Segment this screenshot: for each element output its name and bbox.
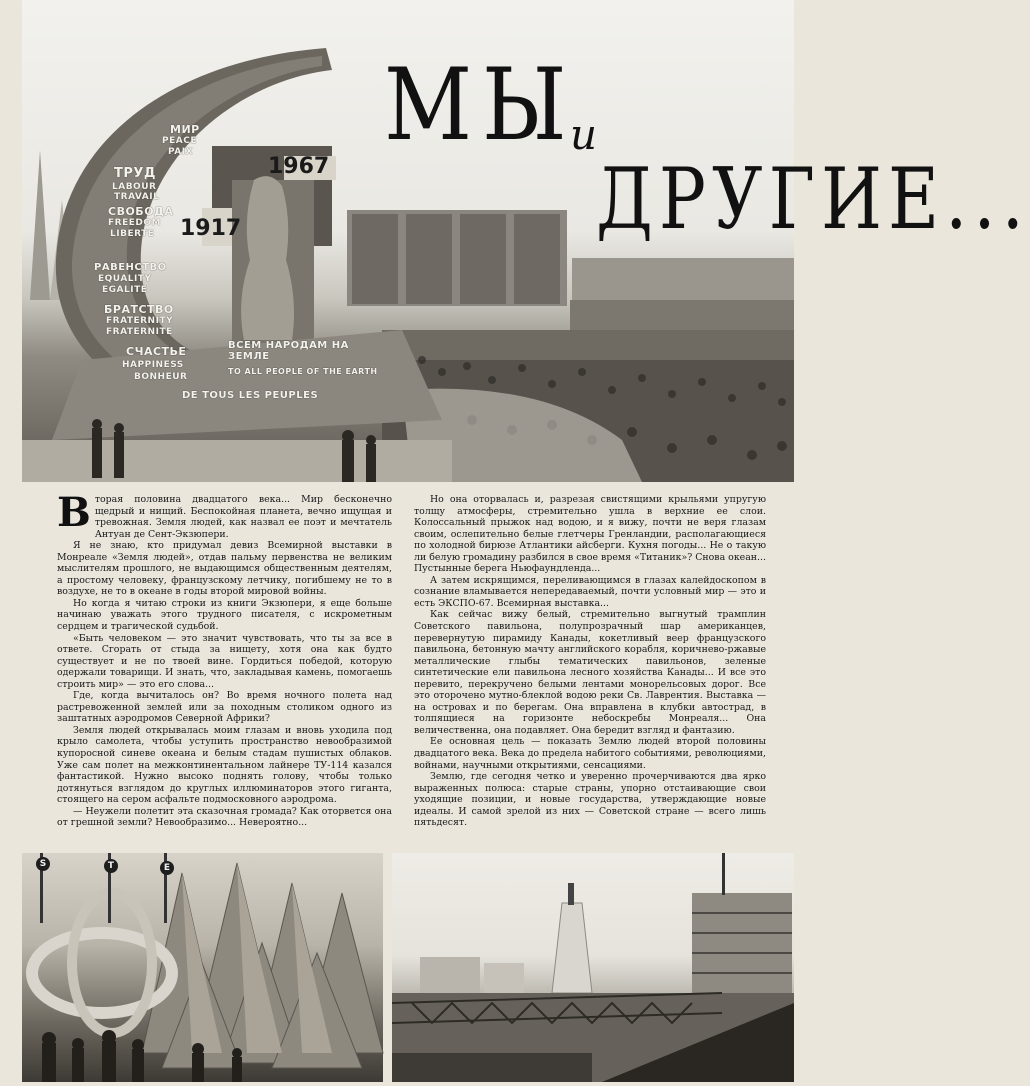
monument-word: МИР xyxy=(170,123,200,136)
sign-s: S xyxy=(36,857,50,871)
monument-word: EQUALITY xyxy=(98,274,152,284)
year-1967: 1967 xyxy=(268,154,330,179)
article-paragraph: Я не знаю, кто придумал девиз Всемирной выставки в Монреале «Земля людей», отдав пальму первенства не великим мыслителям прошлого, не выдающимся общественным деятелям, а простому человеку, французскому летчику, погибшему не то в воздухе, не то в океане в годы второй мировой войны. xyxy=(57,540,392,598)
monument-word: FRATERNITE xyxy=(106,327,173,337)
article-paragraph: Вторая половина двадцатого века... Мир бесконечно щедрый и нищий. Беспокойная планета, вечно ищущая и тревожная. Земля людей, как назвал ее поэт и мечтатель Антуан де Сент-Экзюпери. xyxy=(57,489,392,540)
year-1917: 1917 xyxy=(180,216,242,241)
drop-cap: В xyxy=(57,489,91,536)
article-paragraph: А затем искрящимся, переливающимся в глазах калейдоскопом в сознание вламывается непередаваемый, почти условный мир — это и есть ЭКСПО-67. Всемирная выставка... xyxy=(414,574,766,609)
monument-word: СВОБОДА xyxy=(108,205,174,218)
article-column-left xyxy=(57,489,392,829)
monument-word: FRATERNITY xyxy=(106,316,174,326)
monument-word: HAPPINESS xyxy=(122,360,184,370)
article-paragraph: — Неужели полетит эта сказочная громада? Как оторвется она от грешной земли? Невообразимо... Невероятно... xyxy=(57,805,392,829)
monument-word: LABOUR xyxy=(112,182,157,192)
photo-pavilion-cones xyxy=(22,853,383,1082)
headline-line-1: МЫ xyxy=(384,48,577,163)
article-paragraph: Как сейчас вижу белый, стремительно выгнутый трамплин Советского павильона, полупрозрачный шар американцев, перевернутую пирамиду Канады, кокетливый веер французского павильона, бетонную мачту английского корабля, коричнево-ржавые металлические глыбы тематических павильонов, зеленые синтетические ели павильона лесного хозяйства Канады... И все это перевито, перекручено белыми лентами монорельсовых дорог. Все это оторочено мутно-блеклой водою реки Св. Лаврентия. Выставка — на островах и по берегам. Она вправлена в клубки автострад, в толпящиеся на горизонте небоскребы Монреаля... Она величественна, она подавляет. Она бередит взгляд и фантазию. xyxy=(414,609,766,736)
headline-line-3: ДРУГИЕ... xyxy=(596,150,1030,249)
article-paragraph: Но когда я читаю строки из книги Экзюпери, я еще больше начинаю уважать этого трудного писателя, с искрометным сердцем и трагической судьбой. xyxy=(57,597,392,633)
article-column-right xyxy=(414,494,766,829)
pavilion-cones-illustration xyxy=(22,853,383,1082)
monument-word: LIBERTE xyxy=(110,229,155,239)
monument-word: TO ALL PEOPLE OF THE EARTH xyxy=(228,367,378,376)
sign-t: T xyxy=(104,859,118,873)
article-paragraph: Земля людей открывалась моим глазам и вновь уходила под крыло самолета, чтобы уступить пространство невообразимой купоросной синеве океана и белым стадам пушистых облаков. Уже сам полет на межконтинентальном лайнере ТУ-114 казался фантастикой. Нужно высоко поднять голову, чтобы только дотянуться взглядом до круглых иллюминаторов этого гиганта, стоящего на сером асфальте подмосковного аэродрома. xyxy=(57,724,392,806)
monument-word: PAIX xyxy=(168,147,194,157)
article-paragraph: Но она оторвалась и, разрезая свистящими крыльями упругую толщу атмосферы, стремительно ушла в верхние ее слои. Колоссальный прыжок над водою, и я вижу, почти не веря глазам своим, ослепительно белые глетчеры Гренландии, располагающиеся по холодной бирюзе Атлантики айсберги. Кухня погоды... Не о такую ли белую громадину разбился в свое время «Титаник»? Снова океан... Пустынные берега Ньюфаундленда... xyxy=(414,494,766,575)
monument-word: PEACE xyxy=(162,136,197,146)
monument-word: РАВЕНСТВО xyxy=(94,262,167,273)
sign-e: E xyxy=(160,861,174,875)
monument-word: DE TOUS LES PEUPLES xyxy=(182,390,319,401)
headline-line-2: и xyxy=(570,110,598,159)
monument-word: СЧАСТЬЕ xyxy=(126,345,187,358)
photo-expo-skyline xyxy=(392,853,794,1082)
article-paragraph: Землю, где сегодня четко и уверенно прочерчиваются два ярко выраженных полюса: старые страны, упорно отстаивающие свои уходящие позиции, и новые государства, утверждающие новые идеалы. И самой зрелой из них — Советской стране — всего лишь пятьдесят. xyxy=(414,771,766,829)
monument-word: ВСЕМ НАРОДАМ НА ЗЕМЛЕ xyxy=(228,340,349,362)
top-photograph xyxy=(22,0,1030,482)
monument-word: ТРУД xyxy=(114,166,156,181)
expo-skyline-illustration xyxy=(392,853,794,1082)
article-paragraph: Где, когда вычиталось он? Во время ночного полета над растревоженной землей или за походным столиком одного из заштатных аэродромов Северной Африки? xyxy=(57,690,392,725)
monument-word: EGALITE xyxy=(102,285,148,295)
article-paragraph: «Быть человеком — это значит чувствовать, что ты за все в ответе. Сгорать от стыда за нищету, хотя она как будто существует и не по твоей вине. Гордиться победой, которую одержали товарищи. И знать, что, закладывая камень, помогаешь строить мир» — это его слова... xyxy=(57,632,392,690)
monument-word: FREEDOM xyxy=(108,218,161,228)
monument-word: БРАТСТВО xyxy=(104,303,174,316)
monument-word: BONHEUR xyxy=(134,372,188,382)
monument-word: TRAVAIL xyxy=(114,192,160,202)
article-paragraph: Ее основная цель — показать Землю людей второй половины двадцатого века. Века до предела набитого событиями, революциями, войнами, научными открытиями, сенсациями. xyxy=(414,736,766,771)
